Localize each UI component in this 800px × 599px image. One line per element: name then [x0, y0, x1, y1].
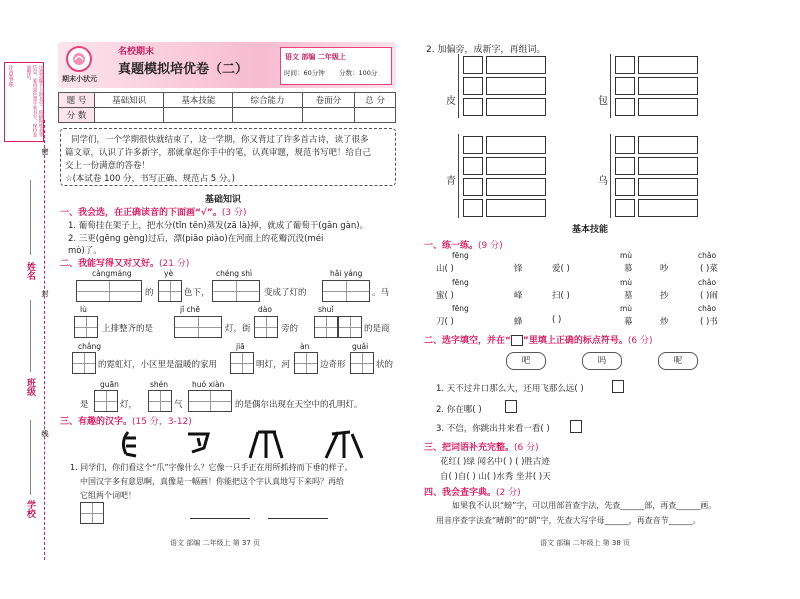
r-q1-item: 幕	[624, 317, 633, 327]
score-cell: 总 分	[355, 93, 396, 108]
score-cell: 基本技能	[164, 93, 233, 108]
notice-box	[4, 62, 44, 142]
write-box[interactable]	[294, 352, 318, 374]
char-box[interactable]	[463, 56, 483, 74]
pinyin: dào	[258, 305, 272, 314]
punct-box[interactable]	[612, 380, 624, 393]
pinyin: fēng	[452, 251, 469, 260]
q2-title-text: 二、我能写得又对又好。	[60, 259, 160, 269]
char-box[interactable]	[463, 157, 483, 175]
score-cell: 卷面分	[302, 93, 354, 108]
notice-title: 注意事项	[7, 65, 13, 87]
q2-text: 气	[174, 400, 183, 410]
word-box[interactable]	[486, 199, 546, 217]
q1-line: 1. 葡萄挂在架子上，把水分(tǐn tēn)蒸发(zā là)掉，就成了葡萄干(gān gàn)。	[68, 221, 369, 231]
r-q1-title	[424, 238, 503, 251]
name-line[interactable]	[30, 180, 31, 255]
score-cell: 分 数	[59, 108, 95, 123]
word-box[interactable]	[486, 136, 546, 154]
q2-text: 状的	[376, 360, 394, 370]
r-q4-line: 用音序查字法查“晴朗”的“朗”字，先查大写字母______，再查音节______。	[436, 516, 701, 525]
r-q1-item: 吵	[660, 264, 669, 274]
score-value-row	[59, 108, 396, 123]
glyph-1	[123, 432, 136, 456]
r-q1-item: ( )菜	[700, 264, 718, 274]
char-box[interactable]	[463, 98, 483, 116]
pinyin: huó xiàn	[192, 380, 225, 389]
q3-line: 1. 同学们，你们看这个“爪”字像什么？它像一只手正在用所抓持而下垂的样子。	[70, 463, 353, 472]
r-q2-line: 3. 不信，你跳出井来看一看( )	[436, 424, 550, 434]
r-q1-item: 山( )	[436, 264, 454, 274]
intro-line: ☆(本试卷 100 分，书写正确、规范占 5 分。)	[65, 174, 235, 184]
footer-left: 语文 部编 二年级上 第 37 页	[170, 539, 261, 547]
bracket	[610, 54, 611, 118]
r-q1-item: 慕	[624, 264, 633, 274]
word-box[interactable]	[638, 199, 698, 217]
r-q3-title	[424, 440, 539, 453]
logo-subtitle: 期末小状元	[62, 75, 97, 83]
word-box[interactable]	[486, 178, 546, 196]
r-q1-item: 炒	[660, 317, 669, 327]
q2-text: 的是偶尔出现在天空中的孔明灯。	[235, 400, 363, 410]
cut-mark-2: 封	[41, 290, 49, 297]
score-header-row	[59, 93, 396, 108]
pinyin: jǐ chē	[180, 305, 201, 314]
pinyin: chǎo	[698, 251, 717, 260]
r-q4-title	[424, 485, 521, 498]
q2-text: 色下，	[184, 288, 210, 298]
pinyin: guān	[100, 380, 119, 389]
r-q1-item: ( )书	[700, 317, 718, 327]
write-box[interactable]	[76, 280, 142, 302]
q1-points: (3 分)	[221, 208, 247, 218]
word-box[interactable]	[486, 98, 546, 116]
r-q1-points: (9 分)	[478, 241, 503, 251]
r-q1-item: 蜂	[514, 317, 523, 327]
notice-text: 注意答题卡上的名字、班级和姓名等信息，要用黑色签字笔书写，保持卷面整洁。	[26, 65, 43, 137]
word-box[interactable]	[638, 56, 698, 74]
cut-line	[44, 120, 45, 560]
word-box[interactable]	[486, 56, 546, 74]
pinyin: shén	[150, 380, 169, 389]
q2-text: 灯，街	[225, 324, 251, 334]
q2-text: 是	[80, 400, 89, 410]
write-box[interactable]	[254, 316, 278, 338]
school-line[interactable]	[30, 420, 31, 495]
q2-text: 的是商	[364, 324, 390, 334]
write-box[interactable]	[80, 502, 104, 524]
bracket	[458, 54, 459, 118]
ancient-glyphs	[118, 428, 398, 460]
score-input[interactable]	[95, 108, 164, 123]
score-table	[58, 92, 396, 123]
q3-line: 中国汉字多有意思啊，真像是一幅画！你能把这个字认真地写下来吗？再给	[80, 477, 344, 486]
word-box[interactable]	[638, 77, 698, 95]
bracket	[610, 134, 611, 218]
char-box[interactable]	[615, 77, 635, 95]
intro-line: 交上一份满意的答卷！	[65, 161, 151, 171]
q2-text: 上排整齐的是	[102, 324, 154, 334]
binding-sidebar	[0, 0, 52, 599]
write-box[interactable]	[148, 390, 172, 412]
q3-points: (15 分，3-12)	[132, 417, 192, 427]
char-box[interactable]	[463, 77, 483, 95]
r-q3-line: 花红( )绿 闻名中( ) ( )胜古迹	[440, 457, 550, 467]
blank-box	[511, 335, 523, 346]
pinyin: lù	[80, 305, 87, 314]
q1-line: mò)了。	[68, 246, 102, 256]
pinyin: chéng shì	[216, 269, 253, 278]
pinyin: guǎi	[352, 342, 369, 351]
word-box[interactable]	[638, 157, 698, 175]
r-q2-line: 2. 你在哪( )	[436, 405, 482, 415]
write-box[interactable]	[188, 390, 232, 412]
footer-right: 语文 部编 二年级上 第 38 页	[540, 539, 631, 547]
intro-line: 同学们，一个学期很快就结束了，这一学期，你又背过了许多首古诗，读了很多	[71, 135, 369, 145]
r-q1-item: 扫( )	[552, 291, 570, 301]
q2-text: 。马	[372, 288, 390, 298]
word-option[interactable]: 吗	[582, 352, 622, 370]
r-q4-points: (2 分)	[496, 488, 521, 498]
meta-time: 时间：60分钟	[284, 69, 325, 77]
char-box[interactable]	[463, 136, 483, 154]
word-box[interactable]	[638, 98, 698, 116]
write-box[interactable]	[174, 316, 222, 338]
write-box[interactable]	[158, 280, 182, 302]
q2-points: (21 分)	[159, 259, 190, 269]
q3-line: 它组两个词吧！	[80, 491, 136, 500]
radical-char: 青	[446, 176, 456, 187]
word-box[interactable]	[638, 136, 698, 154]
char-box[interactable]	[463, 199, 483, 217]
name-label: 姓名	[25, 262, 35, 280]
r-q2-title-text: 二、选字填空，并在“	[424, 336, 511, 346]
r-q1-item: 刀( )	[436, 317, 454, 327]
meta-box	[280, 47, 392, 85]
write-box[interactable]	[94, 390, 118, 412]
school-label: 学校	[25, 500, 35, 518]
glyph-3	[250, 432, 282, 458]
q1-title-text: 一、我会选，在正确读音的下面画“√”。	[60, 208, 222, 218]
word-box[interactable]	[638, 178, 698, 196]
r-q2-title-text2: ”里填上正确的标点符号。	[522, 336, 628, 346]
char-box[interactable]	[615, 199, 635, 217]
r-q2-points: (6 分)	[627, 336, 653, 346]
r-q1-item: 墓	[624, 291, 633, 301]
write-box[interactable]	[338, 316, 362, 338]
q2-text: 边奇形	[320, 360, 346, 370]
r-q3-line: 自( )自( ) 山( )水秀 坐井( )天	[440, 472, 551, 482]
pinyin: jiā	[236, 342, 245, 351]
intro-box	[60, 128, 396, 186]
punct-box[interactable]	[570, 420, 582, 433]
glyph-4	[326, 432, 362, 458]
char-box[interactable]	[615, 98, 635, 116]
char-box[interactable]	[615, 136, 635, 154]
q2-text: 旁的	[281, 324, 299, 334]
r-q1-item: ( )	[552, 315, 562, 325]
pinyin: mù	[620, 251, 633, 260]
pinyin: àn	[300, 342, 310, 351]
q3-title-text: 三、有趣的汉字。	[60, 417, 133, 427]
q3-title	[60, 414, 192, 427]
q2-text: 的霓虹灯，小区里是温暖的家用	[98, 360, 218, 370]
cut-mark-3: 线	[41, 430, 49, 437]
r-q2-title	[424, 333, 652, 346]
score-cell: 基础知识	[95, 93, 164, 108]
section-title-skills: 基本技能	[572, 225, 609, 235]
logo-icon	[66, 46, 92, 72]
cut-mark-1: 密	[41, 148, 49, 155]
class-label: 班级	[25, 378, 35, 396]
glyph-2	[188, 434, 208, 452]
score-input[interactable]	[302, 108, 354, 123]
radical-char: 乌	[598, 176, 608, 187]
char-box[interactable]	[615, 157, 635, 175]
pinyin: shuǐ	[318, 305, 334, 314]
radical-char: 皮	[446, 96, 456, 107]
r-q3-points: (6 分)	[514, 443, 539, 453]
pinyin: mù	[620, 304, 633, 313]
char-box[interactable]	[615, 178, 635, 196]
answer-line[interactable]	[268, 518, 328, 519]
pinyin: hǎi yáng	[330, 269, 363, 278]
class-line[interactable]	[30, 300, 31, 372]
pinyin: chǎng	[78, 342, 101, 351]
answer-line[interactable]	[190, 518, 250, 519]
word-box[interactable]	[486, 157, 546, 175]
write-box[interactable]	[212, 280, 260, 302]
meta-score: 分数：100分	[339, 69, 378, 77]
section-title-basic: 基础知识	[205, 195, 242, 205]
r-q1-item: 爱( )	[552, 264, 570, 274]
score-input[interactable]	[164, 108, 233, 123]
write-box[interactable]	[322, 280, 370, 302]
r-q2-line: 1. 天不过井口那么大，还用飞那么远( )	[436, 384, 584, 394]
header-banner	[58, 42, 396, 88]
pinyin: fēng	[452, 278, 469, 287]
meta-subject: 语文 部编 二年级上	[285, 53, 346, 61]
word-box[interactable]	[486, 77, 546, 95]
r-q1-item: 蜜( )	[436, 291, 454, 301]
q1-line: 2. 三更(gēng gèng)过后，漂(piāo piào)在河面上的花瓣沉没(méi	[68, 234, 324, 244]
r-q1-item: ( )闹	[700, 291, 718, 301]
word-option[interactable]: 呢	[658, 352, 698, 370]
score-cell: 题 号	[59, 93, 95, 108]
word-option[interactable]: 吧	[506, 352, 546, 370]
r-q1-item: 峰	[514, 291, 523, 301]
r-q1-item: 锋	[514, 264, 523, 274]
write-box[interactable]	[72, 352, 96, 374]
q2-text: 变成了灯的	[264, 288, 307, 298]
write-box[interactable]	[314, 316, 338, 338]
intro-line: 篇文章，认识了许多新字，那就拿起你手中的笔，认真审题，规范书写吧！给自己	[65, 148, 372, 158]
bracket	[458, 134, 459, 218]
punct-box[interactable]	[505, 400, 517, 413]
char-box[interactable]	[463, 178, 483, 196]
pinyin: chǎo	[698, 278, 717, 287]
r-q4-title-text: 四、我会查字典。	[424, 488, 497, 498]
q2-text: 的	[145, 288, 154, 298]
q2-text: 灯，	[120, 400, 138, 410]
q2-title	[60, 256, 189, 269]
r-q3-title-text: 三、把词语补充完整。	[424, 443, 515, 453]
brand-label: 名校期末	[118, 47, 155, 57]
score-cell: 综合能力	[233, 93, 302, 108]
radical-char: 包	[598, 96, 608, 107]
pinyin: chāo	[698, 304, 717, 313]
write-box[interactable]	[74, 316, 98, 338]
r-q1-item: 抄	[660, 291, 669, 301]
pinyin: mù	[620, 278, 633, 287]
write-box[interactable]	[350, 352, 374, 374]
pinyin: càngmáng	[92, 269, 132, 278]
page-title: 真题模拟培优卷（二）	[118, 62, 249, 77]
q2b-title: 2. 加偏旁，成新字，再组词。	[426, 45, 546, 55]
pinyin: fēng	[452, 304, 469, 313]
q1-title	[60, 205, 246, 218]
q2-text: 明灯，河	[256, 360, 291, 370]
char-box[interactable]	[615, 56, 635, 74]
score-input[interactable]	[355, 108, 396, 123]
pinyin: yè	[164, 269, 174, 278]
r-q4-line: 如果我不认识“螃”字，可以用部首查字法，先查______部，再查______画。	[452, 501, 717, 510]
r-q1-title-text: 一、练一练。	[424, 241, 479, 251]
score-input[interactable]	[233, 108, 302, 123]
write-box[interactable]	[230, 352, 254, 374]
